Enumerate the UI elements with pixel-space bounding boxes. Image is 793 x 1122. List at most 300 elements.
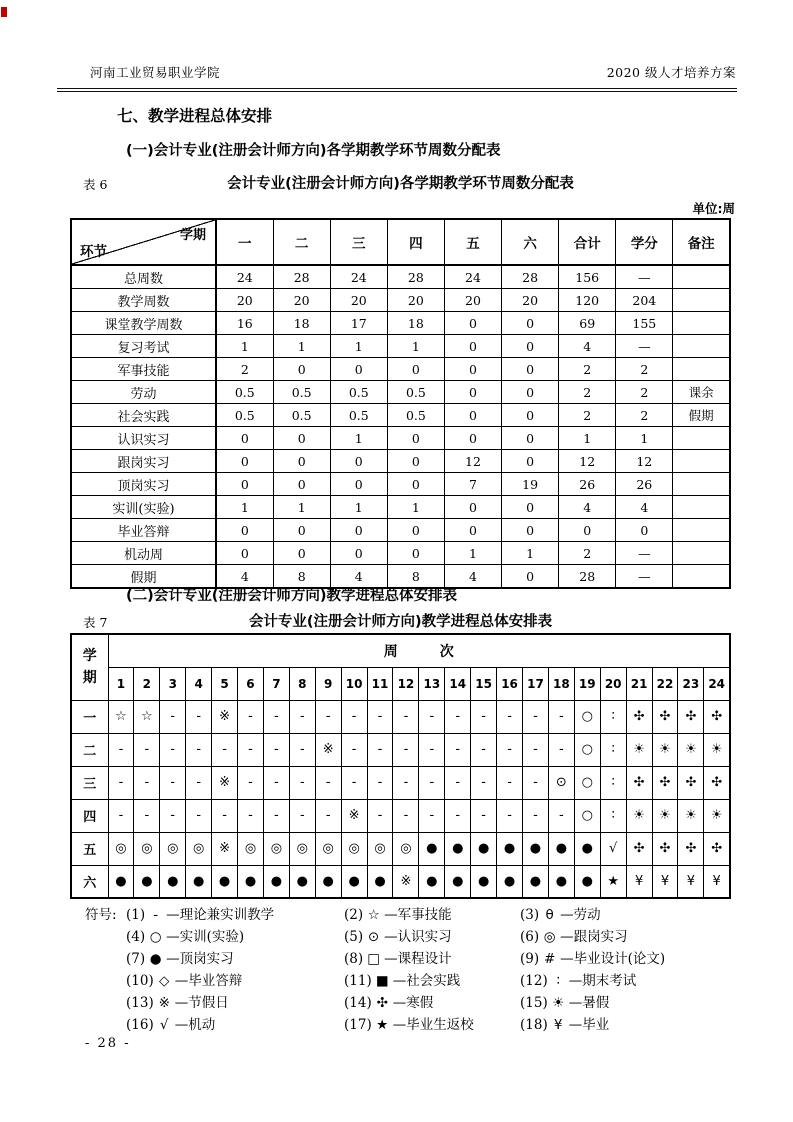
table6-cell: 0: [444, 381, 501, 404]
legend-item-number: (5): [344, 929, 364, 945]
table6-cell: 0: [616, 519, 673, 542]
legend-item-number: (1): [126, 907, 146, 923]
table6-cell: 0.5: [216, 404, 273, 427]
table7-cell: ●: [497, 865, 523, 898]
table6-cell: 18: [387, 312, 444, 335]
table6-cell: 69: [559, 312, 616, 335]
legend-item-desc: —认识实习: [384, 929, 452, 945]
legend-item: [126, 969, 344, 991]
table7-week-header: 9: [315, 667, 341, 700]
table6-cell: 0: [216, 473, 273, 496]
table7-cell: -: [471, 700, 497, 733]
table7-week-title: 周 次: [108, 634, 730, 667]
table6-cell: [673, 335, 730, 358]
table6-col-header: 二: [273, 219, 330, 265]
table6-cell: 假期: [673, 404, 730, 427]
table7-cell: ✣: [678, 766, 704, 799]
legend-item-symbol: ●: [149, 951, 162, 967]
table7-cell: -: [212, 799, 238, 832]
table6-row: [71, 473, 730, 496]
table6-cell: 0: [330, 473, 387, 496]
table7-cell: ☀: [652, 733, 678, 766]
table6-row: [71, 519, 730, 542]
table6-row: [71, 335, 730, 358]
table7-cell: -: [523, 766, 549, 799]
table6-cell: 155: [616, 312, 673, 335]
table6-cell: 1: [273, 496, 330, 519]
table7-cell: -: [108, 733, 134, 766]
legend-grid: [126, 903, 665, 1035]
table7: [70, 633, 731, 899]
table6-cell: 0: [216, 450, 273, 473]
table6-cell: 24: [216, 265, 273, 289]
legend-item: [520, 903, 665, 925]
table6-cell: 0: [502, 450, 559, 473]
table7-cell: ◎: [108, 832, 134, 865]
table7-cell: ✣: [704, 832, 730, 865]
table6-cell: [673, 565, 730, 589]
table6-cell: 0: [502, 335, 559, 358]
table6-col-header: 四: [387, 219, 444, 265]
table7-row: [71, 766, 730, 799]
table7-cell: -: [497, 700, 523, 733]
table6-cell: 20: [444, 289, 501, 312]
table7-cell: -: [341, 766, 367, 799]
table6-cell: 1: [502, 542, 559, 565]
legend-item-number: (2): [344, 907, 364, 923]
legend-item-desc: —毕业答辩: [174, 973, 243, 989]
table7-cell: ○: [574, 700, 600, 733]
table7-cell: ¥: [652, 865, 678, 898]
table6-cell: 0.5: [273, 381, 330, 404]
table7-cell: ☀: [678, 799, 704, 832]
table7-cell: ☀: [704, 733, 730, 766]
table6-cell: 1: [330, 496, 387, 519]
table7-week-header: 7: [263, 667, 289, 700]
table7-week-header: 12: [393, 667, 419, 700]
table7-cell: ☀: [652, 799, 678, 832]
red-corner-mark: [1, 7, 7, 17]
legend-item-desc: —寒假: [392, 995, 434, 1011]
subsection1-title: (一)会计专业(注册会计师方向)各学期教学环节周数分配表: [126, 143, 501, 159]
table6-cell: 0: [444, 404, 501, 427]
table7-week-header: 11: [367, 667, 393, 700]
table6-cell: 0: [273, 427, 330, 450]
legend-item-desc: —军事技能: [384, 907, 452, 923]
legend-item-desc: —理论兼实训教学: [166, 907, 275, 923]
table7-cell: ✣: [652, 766, 678, 799]
table6-row-label: 劳动: [71, 381, 216, 404]
table7-cell: -: [367, 799, 393, 832]
legend-item-number: (10): [126, 973, 154, 989]
table6-cell: 0: [387, 358, 444, 381]
table7-cell: -: [393, 733, 419, 766]
table7-cell: ∶: [600, 700, 626, 733]
legend-item-desc: —实训(实验): [166, 929, 245, 945]
table6-cell: 4: [444, 565, 501, 589]
table7-cell: ●: [419, 865, 445, 898]
table6-cell: 0.5: [330, 381, 387, 404]
legend-item: [126, 1013, 344, 1035]
table6-cell: 156: [559, 265, 616, 289]
table7-cell: ◎: [367, 832, 393, 865]
table6-cell: 0: [330, 519, 387, 542]
table7-cell: ●: [523, 865, 549, 898]
legend-item-number: (4): [126, 929, 146, 945]
table7-cell: -: [497, 766, 523, 799]
table7-cell: -: [471, 766, 497, 799]
table6-cell: 0: [502, 381, 559, 404]
table7-week-header: 19: [574, 667, 600, 700]
table7-cell: -: [419, 799, 445, 832]
legend-item-number: (15): [520, 995, 548, 1011]
table7-cell: -: [393, 799, 419, 832]
table6-cell: 0: [444, 519, 501, 542]
table7-cell: -: [445, 799, 471, 832]
table7-cell: -: [341, 733, 367, 766]
table7-cell: -: [497, 733, 523, 766]
table6-cell: 0: [502, 519, 559, 542]
legend-item-symbol: -: [153, 907, 159, 923]
table7-label: 表 7: [83, 615, 108, 630]
table6-cell: 28: [559, 565, 616, 589]
legend-item: [344, 903, 520, 925]
table7-cell: ◎: [186, 832, 212, 865]
legend-item-symbol: ☆: [367, 907, 380, 923]
table7-cell: -: [419, 700, 445, 733]
table7-semester-header: 学期: [71, 634, 108, 700]
table6-cell: 1: [616, 427, 673, 450]
table7-cell: -: [238, 766, 264, 799]
legend-item-symbol: ✣: [376, 995, 388, 1011]
table7-cell: ✣: [626, 832, 652, 865]
table7-cell: ●: [238, 865, 264, 898]
table7-cell: -: [160, 766, 186, 799]
table7-cell: ●: [523, 832, 549, 865]
table6-cell: 0: [502, 358, 559, 381]
table6-row: [71, 427, 730, 450]
table7-cell: ✣: [678, 832, 704, 865]
table7-cell: -: [367, 700, 393, 733]
table7-cell: ✣: [704, 766, 730, 799]
table7-cell: ●: [108, 865, 134, 898]
table7-cell: -: [263, 700, 289, 733]
table6-cell: 2: [559, 404, 616, 427]
table6-cell: 7: [444, 473, 501, 496]
legend-item-symbol: ◇: [159, 973, 170, 989]
table7-cell: ¥: [678, 865, 704, 898]
table6-cell: 28: [387, 265, 444, 289]
legend-item-symbol: ⊙: [367, 929, 380, 945]
table6-row-label: 课堂教学周数: [71, 312, 216, 335]
table7-cell: ●: [289, 865, 315, 898]
table6-col-header: 三: [330, 219, 387, 265]
table7-cell: -: [160, 700, 186, 733]
legend-label: 符号:: [85, 907, 117, 923]
table7-cell: -: [238, 733, 264, 766]
legend-item-symbol: ∶: [556, 973, 560, 989]
table7-cell: ●: [548, 832, 574, 865]
table7-body: [71, 700, 730, 898]
table7-cell: ●: [497, 832, 523, 865]
table7-cell: ※: [393, 865, 419, 898]
table7-cell: -: [445, 766, 471, 799]
legend-item: [126, 925, 344, 947]
table7-row-label: 一: [71, 700, 108, 733]
table7-row: [71, 832, 730, 865]
table7-cell: ☆: [108, 700, 134, 733]
table6-cell: 17: [330, 312, 387, 335]
table6-row: [71, 450, 730, 473]
table6-cell: 0: [273, 473, 330, 496]
table6-cell: 1: [387, 496, 444, 519]
corner-semester-label: 学期: [179, 228, 206, 243]
table7-cell: ●: [186, 865, 212, 898]
table6-row-label: 实训(实验): [71, 496, 216, 519]
legend-item: [126, 991, 344, 1013]
table6-row-label: 毕业答辩: [71, 519, 216, 542]
table6-row: [71, 542, 730, 565]
table6-cell: 0: [273, 358, 330, 381]
table6-cell: 4: [216, 565, 273, 589]
table6-cell: 课余: [673, 381, 730, 404]
table6-cell: 2: [616, 404, 673, 427]
table6-row: [71, 265, 730, 289]
table7-week-header: 16: [497, 667, 523, 700]
table7-week-header: 14: [445, 667, 471, 700]
table6-row: [71, 496, 730, 519]
table7-cell: √: [600, 832, 626, 865]
table6-corner-cell: [71, 219, 216, 265]
table7-cell: -: [523, 799, 549, 832]
table7-cell: -: [212, 733, 238, 766]
table7-cell: ※: [341, 799, 367, 832]
legend-item-number: (8): [344, 951, 364, 967]
table6-cell: 2: [616, 358, 673, 381]
table7-cell: ●: [471, 865, 497, 898]
table7-cell: ◎: [160, 832, 186, 865]
table6-cell: 1: [330, 335, 387, 358]
table7-cell: ●: [445, 865, 471, 898]
table6-cell: [673, 450, 730, 473]
table6-cell: 12: [444, 450, 501, 473]
table7-cell: ◎: [393, 832, 419, 865]
table6-cell: —: [616, 565, 673, 589]
table7-cell: -: [315, 700, 341, 733]
table6-cell: 28: [502, 265, 559, 289]
header-program-name: 2020 级人才培养方案: [606, 65, 736, 80]
table6-header-row: [71, 219, 730, 265]
legend-item-number: (17): [344, 1017, 372, 1033]
table6-cell: 28: [273, 265, 330, 289]
legend-item: [126, 903, 344, 925]
table6-cell: 24: [330, 265, 387, 289]
table7-header-row: [71, 634, 730, 667]
table7-cell: ∶: [600, 799, 626, 832]
table6-cell: 20: [216, 289, 273, 312]
table6-row-label: 假期: [71, 565, 216, 589]
legend-item-symbol: #: [543, 951, 556, 967]
table7-row-label: 五: [71, 832, 108, 865]
page-number: - 28 -: [85, 1036, 131, 1051]
table7-cell: -: [419, 733, 445, 766]
table7-row: [71, 799, 730, 832]
legend-item: [344, 925, 520, 947]
table6-cell: 0: [444, 312, 501, 335]
table7-cell: ◎: [134, 832, 160, 865]
table6-cell: 0: [216, 519, 273, 542]
table7-cell: -: [108, 799, 134, 832]
table6-cell: 1: [273, 335, 330, 358]
table7-title: 会计专业(注册会计师方向)教学进程总体安排表: [248, 614, 553, 630]
table6-cell: [673, 427, 730, 450]
table7-cell: ○: [574, 733, 600, 766]
table7-cell: ※: [212, 766, 238, 799]
table6-row-label: 军事技能: [71, 358, 216, 381]
table7-week-header: 18: [548, 667, 574, 700]
table6-cell: [673, 358, 730, 381]
table6-cell: 0: [387, 450, 444, 473]
table7-cell: ●: [445, 832, 471, 865]
table7-cell: -: [108, 766, 134, 799]
table6-cell: 0: [330, 542, 387, 565]
table7-cell: ✣: [678, 700, 704, 733]
table7-cell: -: [134, 733, 160, 766]
table7-week-header: 20: [600, 667, 626, 700]
table6-cell: 19: [502, 473, 559, 496]
table6-cell: 0: [273, 450, 330, 473]
table6-cell: 4: [616, 496, 673, 519]
table7-cell: ◎: [289, 832, 315, 865]
unit-note: 单位:周: [692, 201, 735, 216]
table7-week-row: [71, 667, 730, 700]
table7-cell: -: [289, 799, 315, 832]
table6-cell: 12: [616, 450, 673, 473]
legend-item-number: (16): [126, 1017, 154, 1033]
table6-cell: 0.5: [216, 381, 273, 404]
table7-cell: ◎: [263, 832, 289, 865]
table6-cell: 20: [273, 289, 330, 312]
table6-cell: 2: [559, 381, 616, 404]
legend-item-number: (18): [520, 1017, 548, 1033]
table7-cell: -: [186, 766, 212, 799]
table7-cell: ✣: [652, 700, 678, 733]
legend-item: [520, 991, 665, 1013]
table6-cell: [673, 519, 730, 542]
table6-cell: [673, 289, 730, 312]
table6-cell: 2: [216, 358, 273, 381]
legend-item-desc: —节假日: [174, 995, 229, 1011]
table7-cell: ∶: [600, 733, 626, 766]
table7-cell: ●: [367, 865, 393, 898]
table6-cell: 0: [216, 542, 273, 565]
legend-item-desc: —毕业设计(论文): [560, 951, 666, 967]
legend-item-number: (13): [126, 995, 154, 1011]
table7-week-header: 15: [471, 667, 497, 700]
table7-cell: -: [238, 700, 264, 733]
table6-col-header: 一: [216, 219, 273, 265]
table6-row-label: 复习考试: [71, 335, 216, 358]
table7-cell: -: [315, 766, 341, 799]
table7-cell: ●: [341, 865, 367, 898]
table6-cell: 120: [559, 289, 616, 312]
table6-row-label: 总周数: [71, 265, 216, 289]
table6-cell: —: [616, 265, 673, 289]
table6-cell: 1: [330, 427, 387, 450]
table6-cell: 8: [273, 565, 330, 589]
table7-cell: ○: [574, 766, 600, 799]
table6-cell: 0.5: [387, 404, 444, 427]
table7-cell: ◎: [341, 832, 367, 865]
table7-cell: -: [393, 700, 419, 733]
legend-item: [520, 1013, 665, 1035]
legend-item-desc: —毕业: [568, 1017, 610, 1033]
table6-cell: 1: [559, 427, 616, 450]
legend-item-desc: —机动: [174, 1017, 216, 1033]
table7-week-header: 24: [704, 667, 730, 700]
table7-cell: -: [263, 799, 289, 832]
table7-cell: -: [238, 799, 264, 832]
table6-cell: 4: [330, 565, 387, 589]
legend-item: [520, 969, 665, 991]
table7-cell: -: [134, 799, 160, 832]
table7-row-label: 二: [71, 733, 108, 766]
table7-week-header: 23: [678, 667, 704, 700]
table7-cell: -: [341, 700, 367, 733]
table7-cell: -: [315, 799, 341, 832]
table7-cell: -: [523, 733, 549, 766]
table6-body: [71, 265, 730, 588]
legend-item-symbol: □: [367, 951, 380, 967]
header-school-name: 河南工业贸易职业学院: [90, 65, 221, 80]
legend-item-desc: —劳动: [560, 907, 601, 923]
table7-cell: ●: [574, 832, 600, 865]
table7-week-header: 1: [108, 667, 134, 700]
table6-cell: 8: [387, 565, 444, 589]
table7-cell: -: [134, 766, 160, 799]
table6-cell: 0: [502, 404, 559, 427]
table6-cell: 0: [444, 358, 501, 381]
legend-item-symbol: √: [159, 1017, 169, 1033]
table7-cell: ☀: [626, 733, 652, 766]
table6-cell: —: [616, 335, 673, 358]
table6-cell: 0: [502, 496, 559, 519]
table7-cell: ¥: [704, 865, 730, 898]
table6-cell: 0: [502, 312, 559, 335]
table7-cell: ¥: [626, 865, 652, 898]
table7-cell: -: [263, 766, 289, 799]
table6-col-header: 合计: [559, 219, 616, 265]
table7-week-header: 6: [238, 667, 264, 700]
legend-item-desc: —课程设计: [384, 951, 452, 967]
table7-cell: ※: [315, 733, 341, 766]
table7-cell: -: [289, 766, 315, 799]
table7-cell: ●: [212, 865, 238, 898]
table6-cell: 0.5: [273, 404, 330, 427]
table6-cell: 2: [559, 542, 616, 565]
table6-cell: 0: [387, 542, 444, 565]
table7-cell: -: [471, 799, 497, 832]
table7-cell: ☀: [704, 799, 730, 832]
table7-cell: -: [289, 700, 315, 733]
legend-item-number: (3): [520, 907, 540, 923]
table6-label: 表 6: [83, 177, 108, 192]
table7-cell: ●: [419, 832, 445, 865]
table7-row: [71, 865, 730, 898]
table6-cell: 16: [216, 312, 273, 335]
table6-cell: 4: [559, 496, 616, 519]
table6-cell: 2: [559, 358, 616, 381]
